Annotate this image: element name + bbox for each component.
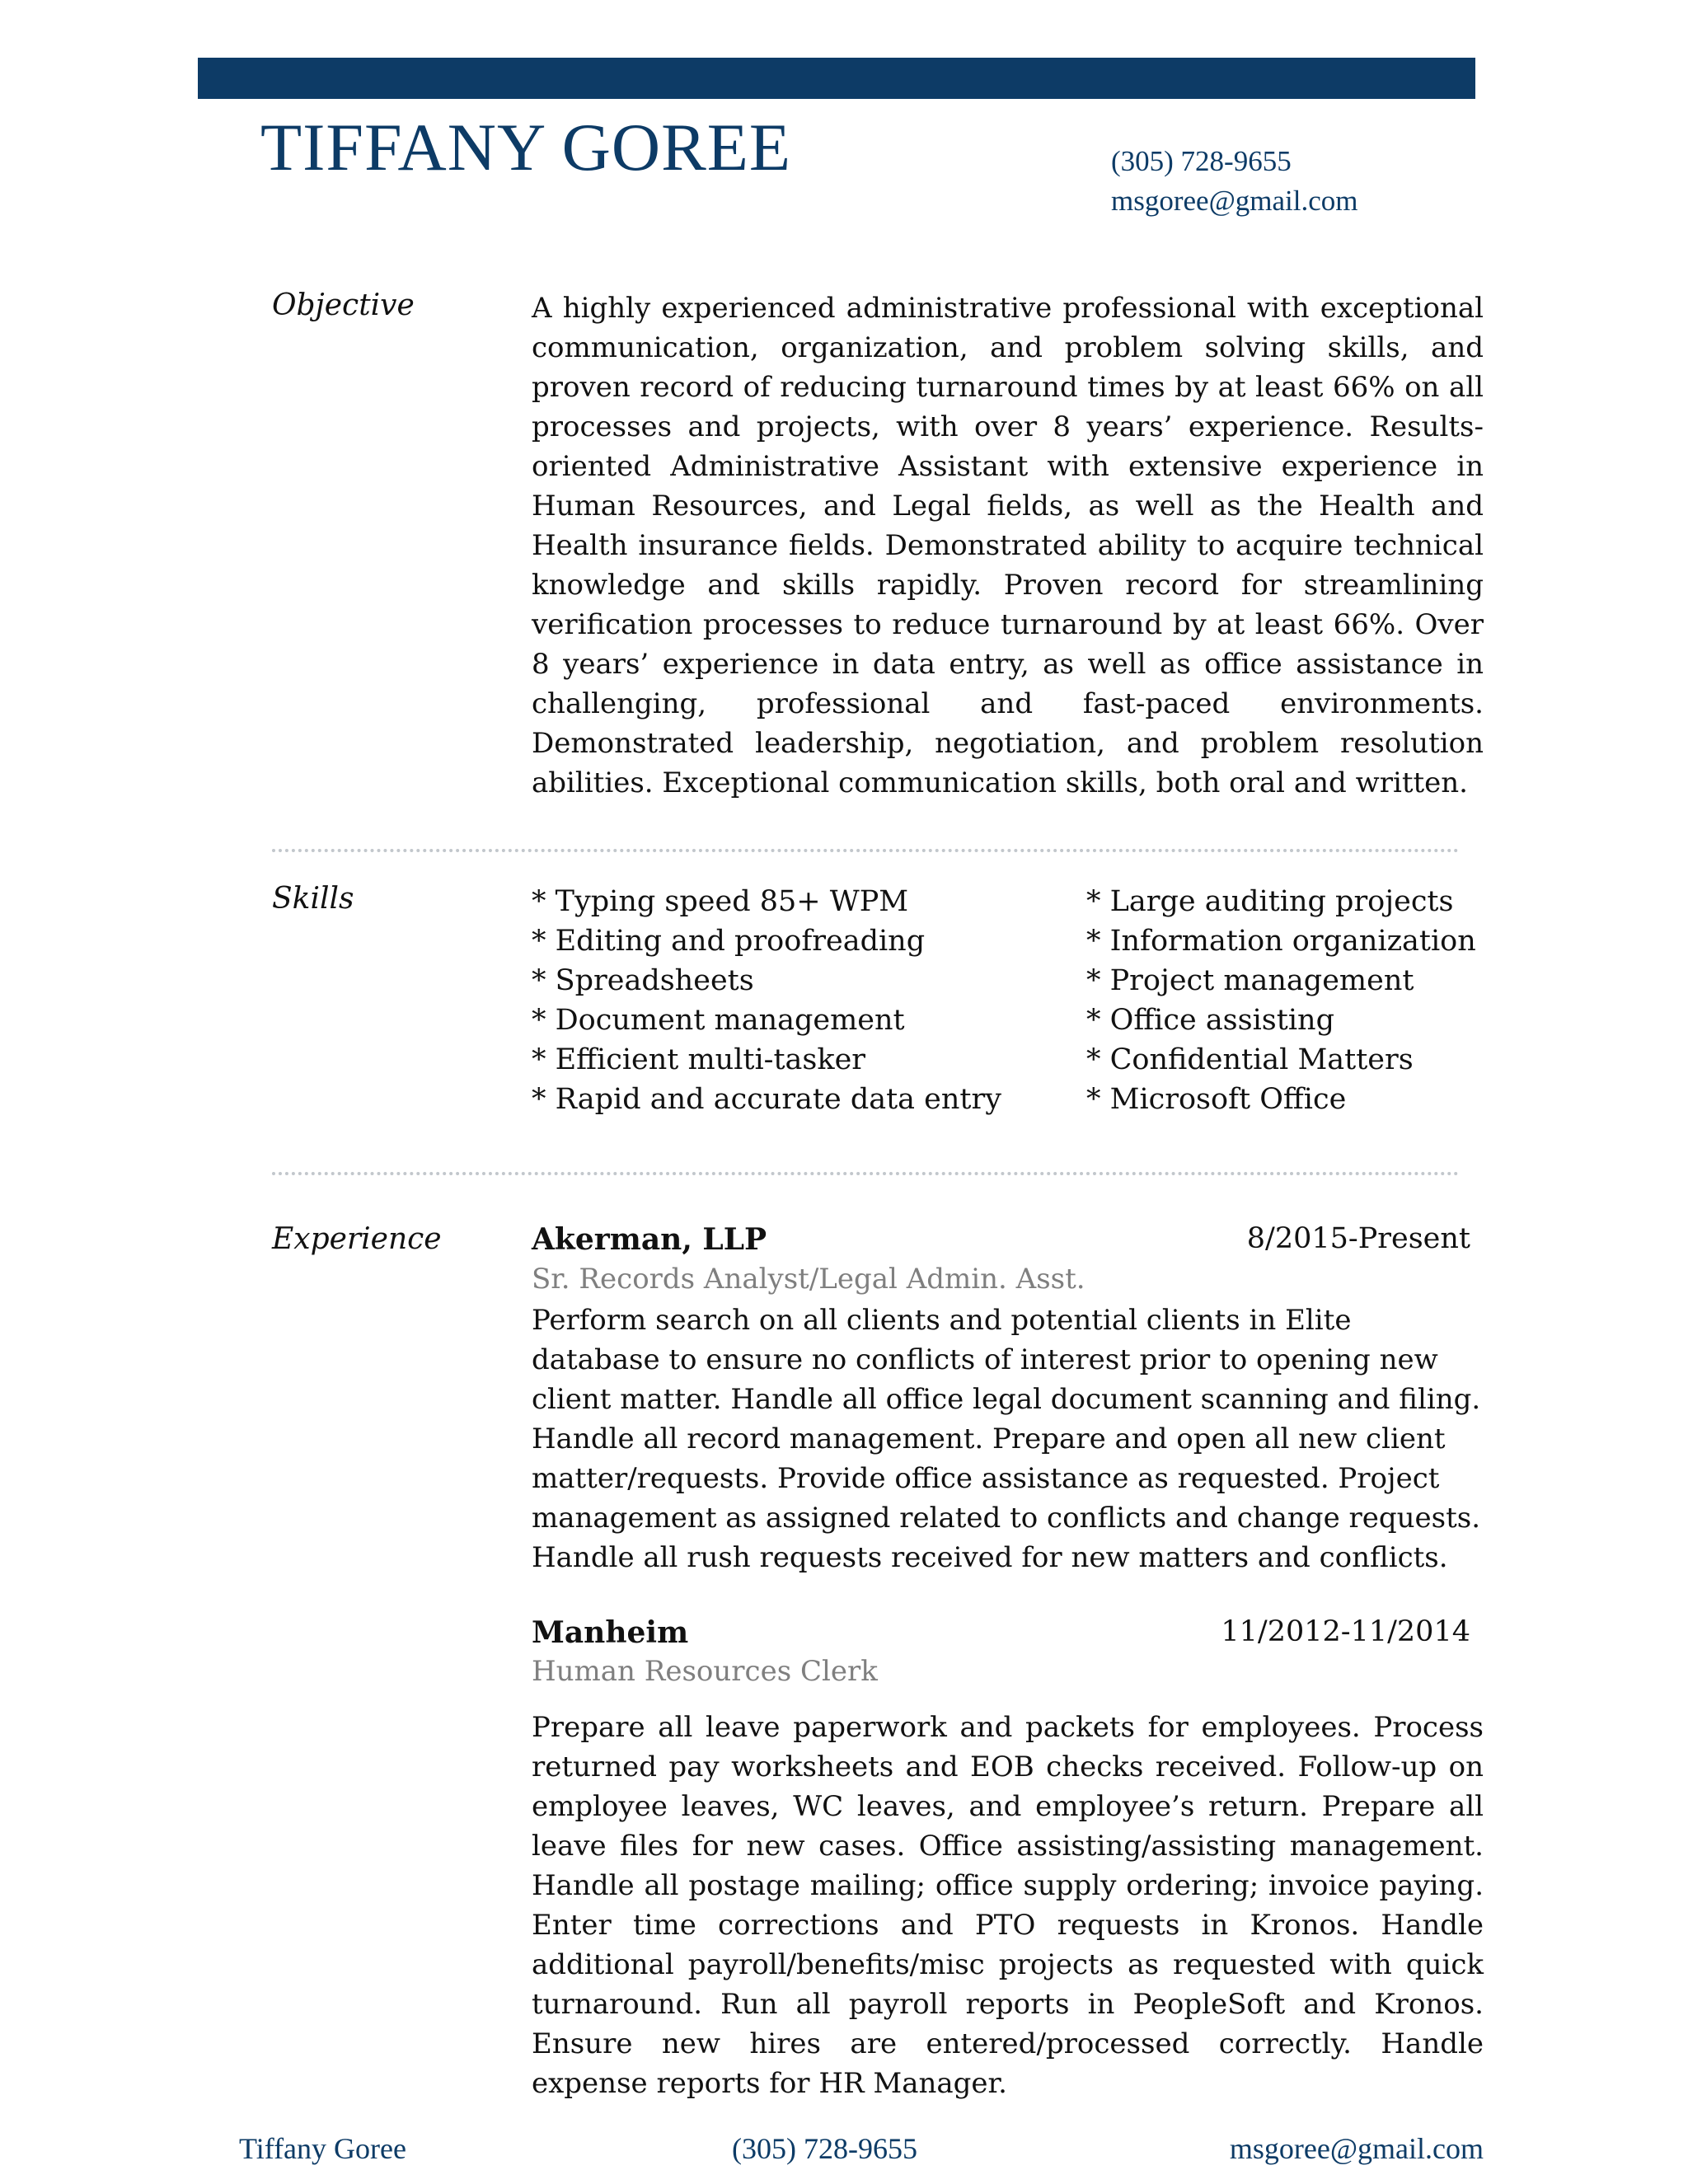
header-phone: (305) 728-9655 — [1111, 145, 1292, 177]
footer-email: msgoree@gmail.com — [1229, 2132, 1484, 2165]
job-dates: 11/2012-11/2014 — [1221, 1615, 1470, 1648]
job-description: Prepare all leave paperwork and packets for employees. Process returned pay worksheets and EOB checks received. Follow-up on employee leaves, WC leaves, and employee’s return. Prepare all leave files for new cases. Office assisting/assisting management. Handle all postage mailing; office supply ordering; invoice paying. Enter time corrections and PTO requests in Kronos. Handle additional payroll/benefits/misc projects as requested with quick turnaround. Run all payroll reports in PeopleSoft and Kronos. Ensure new hires are entered/processed correctly. Handle expense reports for HR Manager. — [532, 1711, 1484, 2100]
skill-item: * Information organization — [1086, 925, 1476, 958]
skill-item: * Typing speed 85+ WPM — [532, 885, 909, 918]
skills-list-left — [532, 882, 1001, 1119]
skill-item: * Large auditing projects — [1086, 885, 1454, 918]
section-divider — [272, 1172, 1459, 1175]
header-color-bar — [198, 58, 1475, 99]
skill-item: * Project management — [1086, 964, 1414, 997]
skill-item: * Efficient multi-tasker — [532, 1043, 866, 1076]
job-dates: 8/2015-Present — [1246, 1222, 1470, 1255]
skill-item: * Spreadsheets — [532, 964, 754, 997]
skill-item: * Rapid and accurate data entry — [532, 1083, 1001, 1116]
skill-item: * Editing and proofreading — [532, 925, 926, 958]
header-email: msgoree@gmail.com — [1111, 185, 1358, 217]
skill-item: * Document management — [532, 1004, 905, 1037]
skills-label: Skills — [272, 882, 354, 916]
skill-item: * Office assisting — [1086, 1004, 1334, 1037]
experience-label: Experience — [272, 1222, 442, 1256]
section-divider — [272, 849, 1459, 852]
job-title: Human Resources Clerk — [532, 1655, 878, 1688]
skill-item: * Microsoft Office — [1086, 1083, 1347, 1116]
skill-item: * Confidential Matters — [1086, 1043, 1414, 1076]
job-company: Manheim — [532, 1615, 689, 1650]
footer-name: Tiffany Goree — [239, 2132, 406, 2165]
job-company: Akerman, LLP — [532, 1222, 767, 1257]
job-description: Perform search on all clients and potential clients in Elite database to ensure no conflicts of interest prior to opening new client matter. Handle all office legal document scanning and filing. Handle all record management. Prepare and open all new client matter/requests. Provide office assistance as requested. Project management as assigned related to conflicts and change requests. Handle all rush requests received for new matters and conflicts. — [532, 1304, 1481, 1574]
objective-label: Objective — [272, 288, 415, 322]
job-title: Sr. Records Analyst/Legal Admin. Asst. — [532, 1263, 1085, 1296]
header-contact — [1111, 142, 1358, 221]
candidate-name: TIFFANY GOREE — [260, 110, 791, 185]
objective-text: A highly experienced administrative professional with exceptional communication, organization, and problem solving skills, and proven record of reducing turnaround times by at least 66% on all processes and projects, with over 8 years’ experience. Results-oriented Administrative Assistant with extensive experience in Human Resources, and Legal fields, as well as the Health and Health insurance fields. Demonstrated ability to acquire technical knowledge and skills rapidly. Proven record for streamlining verification processes to reduce turnaround by at least 66%. Over 8 years’ experience in data entry, as well as office assistance in challenging, professional and fast-paced environments. Demonstrated leadership, negotiation, and problem resolution abilities. Exceptional communication skills, both oral and written. — [532, 292, 1484, 799]
footer-phone: (305) 728-9655 — [732, 2132, 917, 2165]
skills-list-right — [1086, 882, 1476, 1119]
